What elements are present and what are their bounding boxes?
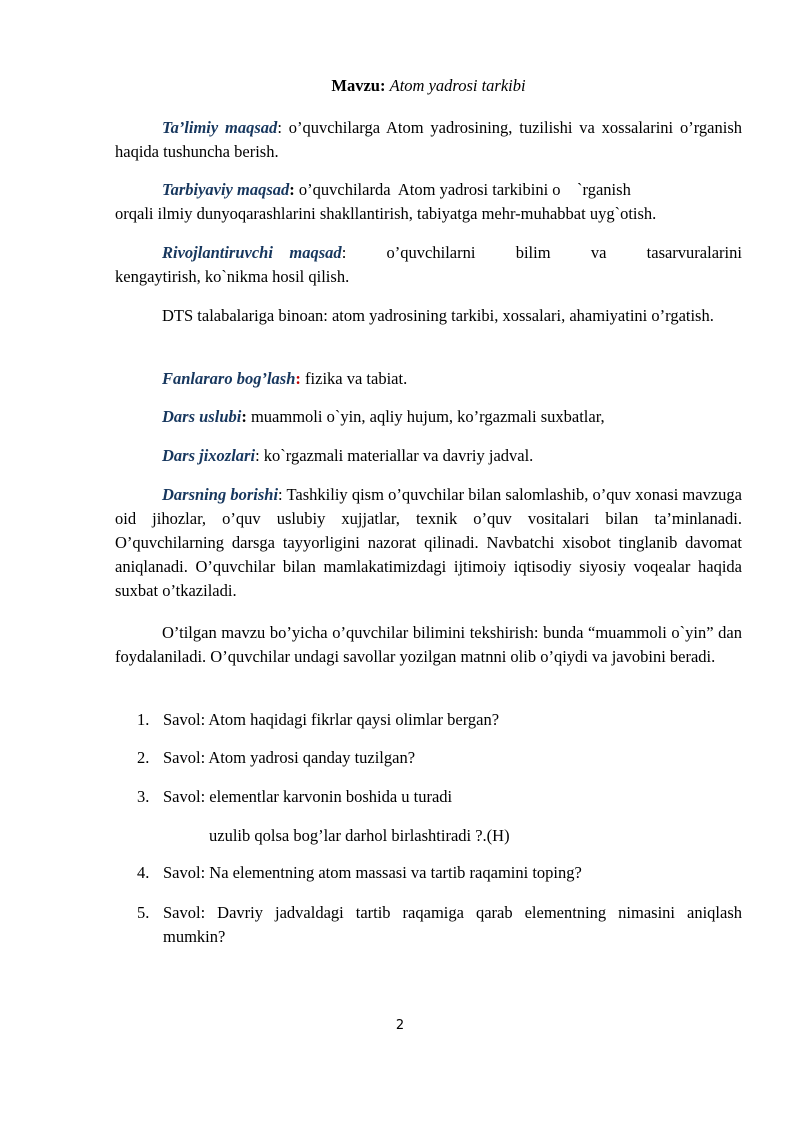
document-page: Mavzu: Atom yadrosi tarkibi Ta’limiy maqsad: o’quvchilarga Atom yadrosining, tuzilishi va xossalarini o’rganish haqida tushuncha berish. Tarbiyaviy maqsad: o’quvchilarda Atom yadrosi tarkibini o `rganish orqali ilmiy dunyoqarashlarini shakllantirish, tabiyatga mehr-muhabbat uyg`otish. Rivojlantiruvchi maqsad: o’quvchilarni bilim va tasarvuralarini kengaytirish, ko`nikma hosil qilish. DTS talabalariga binoan: atom yadrosining tarkibi, xossalari, ahamiyatini o’rgatish. Fanlararo bog’lash: fizika va tabiat. Dars uslubi: muammoli o`yin, aqliy hujum, ko’rgazmali suxbatlar, Dars jixozlari: ko`rgazmali materiallar va davriy jadval. Darsning borishi: Tashkiliy qism o’quvchilar bilan salomlashib, o’quv xonasi mavzuga oid jihozlar, o’quv uslubiy xujjatlar, texnik o’quv vositalari bilan ta’minlanadi. O’quvchilarning darsga tayyorligini nazorat qilinadi. Navbatchi xisobot tinglanib davomat aniqlanadi. O’quvchilar bilan mamlakatimizdagi ijtimoiy iqtisodiy siyosiy voqealar haqida suxbat o’tkaziladi. O’tilgan mavzu bo’yicha o’quvchilar bilimini tekshirish: bunda “muammoli o`yin” dan foydalaniladi. O’quvchilar undagi savollar yozilgan matnni olib o’qiydi va javobini beradi. 1. Savol: Atom haqidagi fikrlar qaysi olimlar bergan? 2. Savol: Atom yadrosi qanday tuzilgan? 3. Savol: elementlar karvonin boshida u turadi uzulib qolsa bog’lar darhol birlashtiradi ?.(H) 4. Savol: Na elementning atom massasi va tartib raqamini toping? 5. Savol: Davriy jadvaldagi tartib raqamiga qarab elementning nimasini aniqlash mumkin? 2 xyxy=(0,0,800,1131)
lesson-equipment-label: Dars jixozlari xyxy=(162,446,256,465)
dts-text: DTS talabalariga binoan: atom yadrosining tarkibi, xossalari, ahamiyatini o’rgatish. xyxy=(162,306,714,325)
paragraph-knowledge-check xyxy=(115,621,742,669)
paragraph-upbringing-goal-line2: orqali ilmiy dunyoqarashlarini shakllantirish, tabiyatga mehr-muhabbat uyg`otish. xyxy=(115,204,657,223)
paragraph-lesson-course xyxy=(115,483,742,603)
upbringing-goal-text: o’quvchilarda Atom yadrosi tarkibini o `rganish xyxy=(294,180,631,199)
paragraph-dts xyxy=(115,304,742,328)
interdisciplinary-text: fizika va tabiat. xyxy=(300,369,408,388)
upbringing-goal-label: Tarbiyaviy maqsad xyxy=(162,180,290,199)
lesson-method-text: muammoli o`yin, aqliy hujum, ko’rgazmali suxbatlar, xyxy=(246,407,605,426)
paragraph-developmental-goal-line1: Rivojlantiruvchi maqsad: o’quvchilarni bilim va tasarvuralarini xyxy=(162,243,742,262)
paragraph-upbringing-goal-line1: Tarbiyaviy maqsad: o’quvchilarda Atom yadrosi tarkibini o `rganish xyxy=(162,180,631,199)
educational-goal-text: : o’quvchilarga Atom yadrosining, tuzilishi va xossalarini o’rganish haqida tushuncha berish. xyxy=(115,118,742,161)
interdisciplinary-label: Fanlararo bog’lash xyxy=(162,369,296,388)
title-topic: Atom yadrosi tarkibi xyxy=(389,76,526,95)
paragraph-lesson-equipment xyxy=(115,444,533,468)
lesson-course-text: : Tashkiliy qism o’quvchilar bilan salomlashib, o’quv xonasi mavzuga oid jihozlar, o’quv uslubiy xujjatlar, texnik o’quv vositalari bilan ta’minlanadi. O’quvchilarning darsga tayyorligini nazorat qilinadi. Navbatchi xisobot tinglanib davomat aniqlanadi. O’quvchilar bilan mamlakatimizdagi ijtimoiy iqtisodiy siyosiy voqealar haqida suxbat o’tkaziladi. xyxy=(115,485,742,600)
lesson-equipment-text: : ko`rgazmali materiallar va davriy jadval. xyxy=(255,446,534,465)
developmental-goal-label: Rivojlantiruvchi maqsad xyxy=(162,243,342,262)
title-label: Mavzu: xyxy=(331,76,386,95)
page-title xyxy=(115,74,742,98)
paragraph-lesson-method: Dars uslubi: muammoli o`yin, aqliy hujum, ko’rgazmali suxbatlar, xyxy=(162,407,605,426)
list-item-3-continuation: uzulib qolsa bog’lar darhol birlashtiradi ?.(H) xyxy=(209,826,510,845)
paragraph-developmental-goal-line2: kengaytirish, ko`nikma hosil qilish. xyxy=(115,267,350,286)
knowledge-check-text: O’tilgan mavzu bo’yicha o’quvchilar bilimini tekshirish: bunda “muammoli o`yin” dan foydalaniladi. O’quvchilar undagi savollar yozilgan matnni olib o’qiydi va javobini beradi. xyxy=(115,623,742,666)
lesson-method-label: Dars uslubi xyxy=(162,407,242,426)
page-number: 2 xyxy=(395,1018,405,1033)
lesson-course-label: Darsning borishi xyxy=(162,485,279,504)
paragraph-educational-goal xyxy=(115,116,742,164)
paragraph-interdisciplinary: Fanlararo bog’lash: fizika va tabiat. xyxy=(162,369,408,388)
educational-goal-label: Ta’limiy maqsad xyxy=(162,118,278,137)
